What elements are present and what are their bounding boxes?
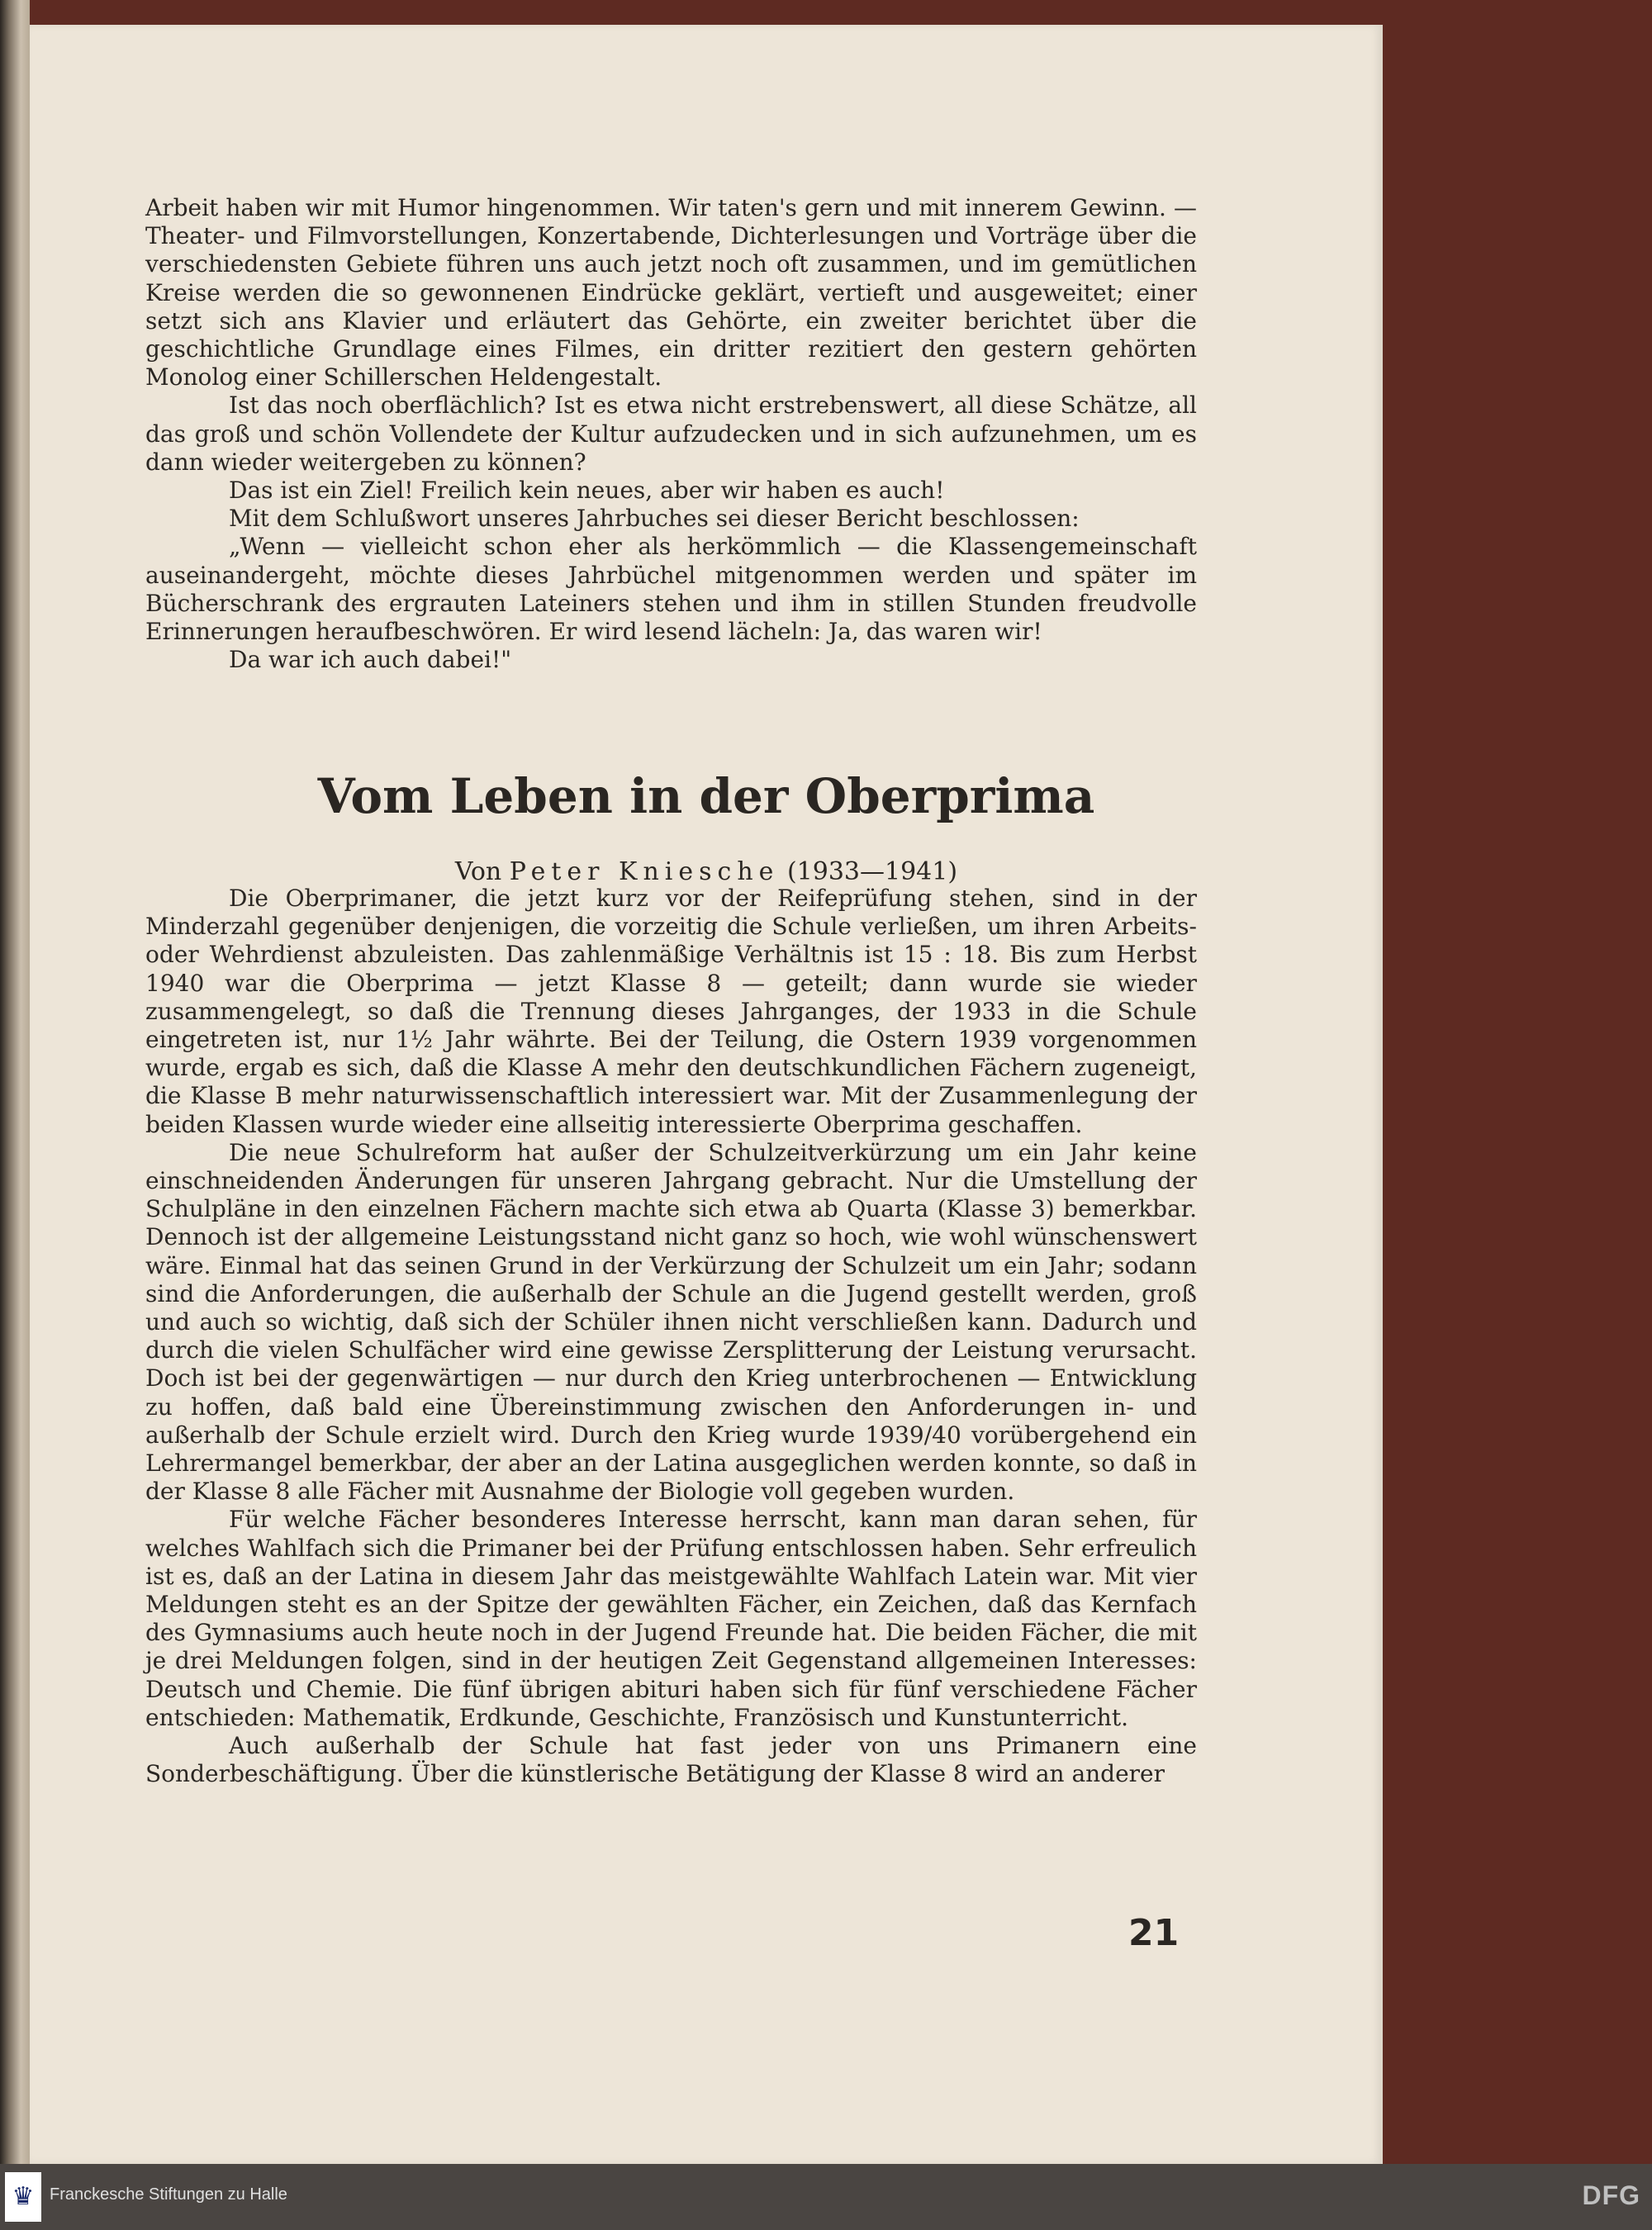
viewer-footer	[0, 2164, 1652, 2230]
paragraph: „Wenn — vielleicht schon eher als herkömmlich — die Klassengemeinschaft auseinandergeht, möchte dieses Jahrbüchel mitgenommen werden und später im Bücherschrank des ergrauten Lateiners stehen und ihm in stillen Stunden freudvolle Erinnerungen heraufbeschwören. Er wird lesend lächeln: Ja, das waren wir!	[145, 533, 1197, 646]
dfg-logo: DFG	[1582, 2180, 1640, 2210]
paragraph: Auch außerhalb der Schule hat fast jeder von uns Primanern eine Sonderbeschäftigung. Über die künstlerische Betätigung der Klasse 8 wird an anderer	[145, 1732, 1197, 1788]
paragraph: Mit dem Schlußwort unseres Jahrbuches sei dieser Bericht beschlossen:	[229, 505, 1080, 533]
byline-author: Peter Kniesche	[509, 857, 780, 886]
paragraph: Für welche Fächer besonderes Interesse herrscht, kann man daran sehen, für welches Wahlfach sich die Primaner bei der Prüfung entschlossen haben. Sehr erfreulich ist es, daß an der Latina in diesem Jahr das meistgewählte Wahlfach Latein war. Mit vier Meldungen steht es an der Spitze der gewählten Fächer, ein Zeichen, daß das Kernfach des Gymnasiums auch heute noch in der Jugend Freunde hat. Die beiden Fächer, die mit je drei Meldungen folgen, sind in der heutigen Zeit Gegenstand allgemeinen Interesses: Deutsch und Chemie. Die fünf übrigen abituri haben sich für fünf verschiedene Fächer entschieden: Mathematik, Erdkunde, Geschichte, Französisch und Kunstunterricht.	[145, 1506, 1197, 1731]
page-number: 21	[1128, 1912, 1180, 1954]
book-gutter	[0, 0, 30, 2164]
byline-prefix: Von	[454, 857, 502, 886]
paragraph: Ist das noch oberflächlich? Ist es etwa nicht erstrebenswert, all diese Schätze, all das groß und schön Vollendete der Kultur aufzudecken und in sich aufzunehmen, um es dann wieder weitergeben zu können?	[145, 391, 1197, 476]
paragraph: Arbeit haben wir mit Humor hingenommen. Wir taten's gern und mit innerem Gewinn. — Theater- und Filmvorstellungen, Konzertabende, Dichterlesungen und Vorträge über die verschiedensten Gebiete führen uns auch jetzt noch oft zusammen, und im gemütlichen Kreise werden die so gewonnenen Eindrücke geklärt, vertieft und ausgeweitet; einer setzt sich ans Klavier und erläutert das Gehörte, ein zweiter berichtet über die geschichtliche Grundlage eines Filmes, ein dritter rezitiert den gestern gehörten Monolog einer Schillerschen Heldengestalt.	[145, 194, 1197, 391]
paragraph: Die neue Schulreform hat außer der Schulzeitverkürzung um ein Jahr keine einschneidenden Änderungen für unseren Jahrgang gebracht. Nur die Umstellung der Schulpläne in den einzelnen Fächern machte sich etwa ab Quarta (Klasse 3) bemerkbar. Dennoch ist der allgemeine Leistungsstand nicht ganz so hoch, wie wohl wünschenswert wäre. Einmal hat das seinen Grund in der Verkürzung der Schulzeit um ein Jahr; sodann sind die Anforderungen, die außerhalb der Schule an die Jugend gestellt werden, groß und auch so wichtig, daß sich der Schüler ihnen nicht verschließen kann. Dadurch und durch die vielen Schulfächer wird eine gewisse Zersplitterung der Leistung verursacht. Doch ist bei der gegenwärtigen — nur durch den Krieg unterbrochenen — Entwicklung zu hoffen, daß bald eine Übereinstimmung zwischen den Anforderungen in- und außerhalb der Schule erzielt wird. Durch den Krieg wurde 1939/40 vorübergehend ein Lehrermangel bemerkbar, der aber an der Latina ausgeglichen werden konnte, so daß in der Klasse 8 alle Fächer mit Ausnahme der Biologie voll gegeben wurden.	[145, 1138, 1197, 1506]
text-block-article	[145, 885, 1197, 1789]
article-title: Vom Leben in der Oberprima	[317, 768, 1095, 824]
byline-years: (1933—1941)	[786, 857, 958, 886]
text-block-intro	[145, 194, 1197, 674]
paragraph: Die Oberprimaner, die jetzt kurz vor der Reifeprüfung stehen, sind in der Minderzahl gegenüber denjenigen, die vorzeitig die Schule verließen, um ihren Arbeits- oder Wehrdienst abzuleisten. Das zahlenmäßige Verhältnis ist 15 : 18. Bis zum Herbst 1940 war die Oberprima — jetzt Klasse 8 — geteilt; dann wurde sie wieder zusammengelegt, so daß die Trennung dieses Jahrganges, der 1933 in die Schule eingetreten ist, nur 1½ Jahr währte. Bei der Teilung, die Ostern 1939 vorgenommen wurde, ergab es sich, daß die Klasse A mehr den deutschkundlichen Fächern zugeneigt, die Klasse B mehr naturwissenschaftlich interessiert war. Mit der Zusammenlegung der beiden Klassen wurde wieder eine allseitig interessierte Oberprima geschaffen.	[145, 885, 1197, 1138]
institution-name: Franckesche Stiftungen zu Halle	[50, 2185, 287, 2204]
article-byline	[30, 857, 1383, 886]
institution-logo-icon: ♛	[5, 2172, 41, 2222]
paragraph: Das ist ein Ziel! Freilich kein neues, aber wir haben es auch!	[229, 477, 945, 505]
paragraph: Da war ich auch dabei!"	[229, 646, 512, 674]
scanned-page	[30, 25, 1383, 2164]
